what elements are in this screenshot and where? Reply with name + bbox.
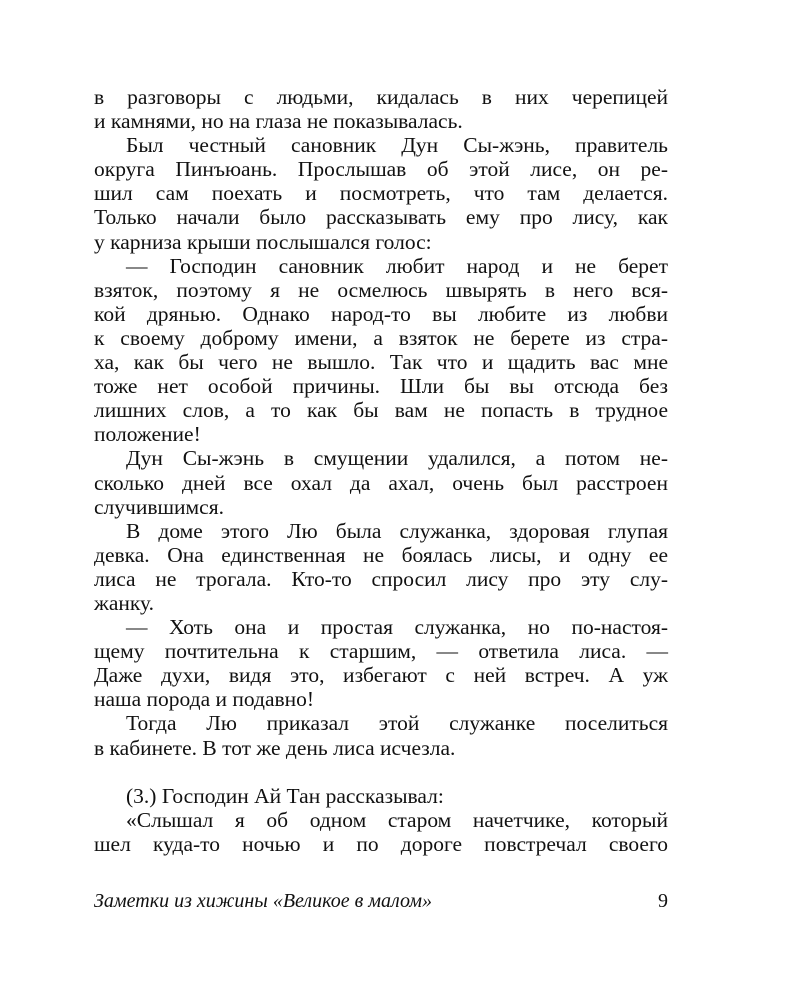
text-line: Только начали было рассказывать ему про лису, как [94,205,668,230]
text-line: в кабинете. В тот же день лиса исчезла. [94,735,456,760]
text-line: — Господин сановник любит народ и не берет [126,253,668,278]
text-line: В доме этого Лю была служанка, здоровая глупая [126,518,668,543]
section-gap [94,760,668,784]
text-line: Тогда Лю приказал этой служанке поселиться [126,711,668,736]
text-line: округа Пинъюань. Прослышав об этой лисе, он ре- [94,157,668,182]
text-line: взяток, поэтому я не осмелюсь швырять в него вся- [94,277,668,302]
text-line: в разговоры с людьми, кидалась в них черепицей [94,85,668,109]
running-title: Заметки из хижины «Великое в малом» [94,890,433,912]
text-line: жанку. [94,590,155,615]
body-text [94,85,668,856]
text-line: шил сам поехать и посмотреть, что там делается. [94,181,668,206]
text-line: Был честный сановник Дун Сы-жэнь, правитель [126,133,668,158]
text-line: ха, как бы чего не вышло. Так что и щадить вас мне [94,350,668,375]
text-line: (3.) Господин Ай Тан рассказывал: [126,783,444,808]
text-line: тоже нет особой причины. Шли бы вы отсюда без [94,374,668,399]
text-line: случившимся. [94,494,224,519]
page-number: 9 [658,890,668,912]
text-line: щему почтительна к старшим, — ответила лиса. — [94,639,668,664]
text-line: «Слышал я об одном старом начетчике, который [126,807,668,832]
text-line: лишних слов, а то как бы вам не попасть в трудное [94,398,668,423]
text-line: у карниза крыши послышался голос: [94,229,432,254]
text-line: и камнями, но на глаза не показывалась. [94,109,463,134]
text-line: Даже духи, видя это, избегают с ней встреч. А уж [94,663,668,688]
text-line: наша порода и подавно! [94,687,315,712]
page-footer [94,888,668,914]
text-line: сколько дней все охал да ахал, очень был расстроен [94,470,668,495]
text-line: к своему доброму имени, а взяток не берете из стра- [94,325,668,350]
text-line: — Хоть она и простая служанка, но по-настоя- [126,615,668,640]
text-line: положение! [94,422,201,447]
text-line: девка. Она единственная не боялась лисы, и одну ее [94,542,668,567]
text-line: Дун Сы-жэнь в смущении удалился, а потом не- [126,446,668,471]
text-line: шел куда-то ночью и по дороге повстречал своего [94,831,668,856]
text-line: лиса не трогала. Кто-то спросил лису про эту слу- [94,566,668,591]
text-line: кой дрянью. Однако народ-то вы любите из любви [94,301,668,326]
